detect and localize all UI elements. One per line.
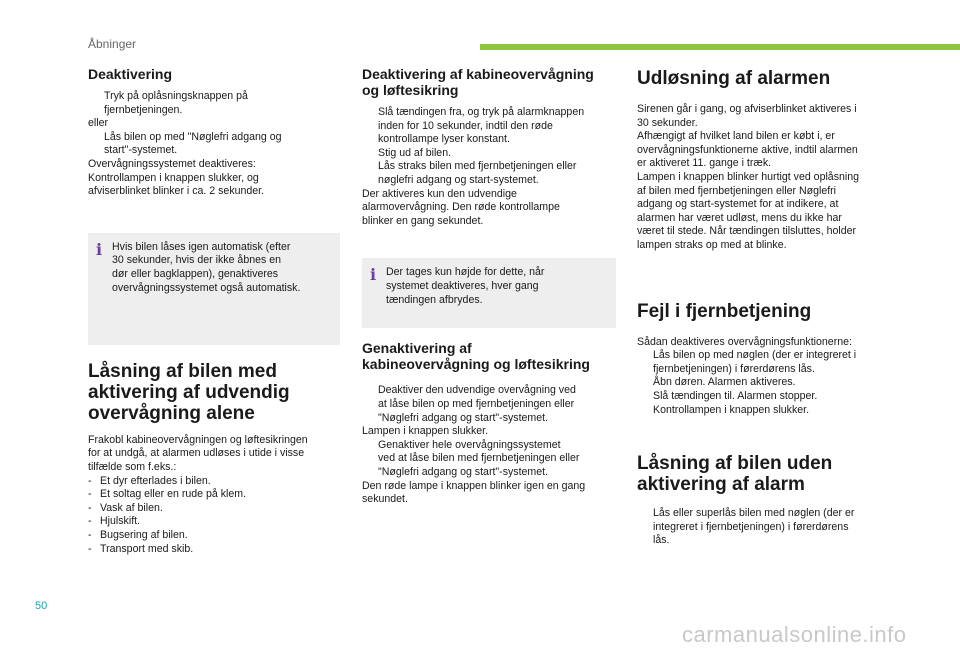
- text-block: [637, 507, 893, 548]
- heading-deaktivering: Deaktivering: [88, 66, 173, 82]
- column-left: [88, 66, 340, 556]
- column-right: [637, 66, 893, 548]
- info-box: i Der tages kun højde for dette, når systemet deaktiveres, hver gang tændingen afbrydes.: [362, 258, 616, 328]
- heading-udloesning: Udløsning af alarmen: [637, 68, 831, 89]
- bullet-item: Lås bilen op med nøglen (der er integreret i fjernbetjeningen) i førerdørens lås.: [653, 349, 857, 375]
- bullet-item: Deaktiver den udvendige overvågning ved at låse bilen op med fjernbetjeningen eller "Nøglefri adgang og start"-systemet.: [378, 384, 576, 424]
- text-block: Sådan deaktiveres overvågningsfunktionerne: Lås bilen op med nøglen (der er integreret i fjernbetjeningen) i førerdørens lås. Åbn døren. Alarmen aktiveres. Slå tændingen til. Alarmen stopper. Kontrollampen i knappen slukker.: [637, 336, 893, 418]
- heading-genaktivering: Genaktivering af kabineovervågning og løftesikring: [362, 340, 590, 373]
- info-box: i Hvis bilen låses igen automatisk (efter 30 sekunder, hvis der ikke åbnes en dør eller bagklappen), genaktiveres overvågningssystemet også automatisk.: [88, 233, 340, 345]
- watermark: carmanualsonline.info: [682, 622, 907, 647]
- list-item: - Transport med skib.: [88, 542, 194, 555]
- list-item: - Et soltag eller en rude på klem.: [88, 488, 247, 501]
- bullet-item: Lås straks bilen med fjernbetjeningen eller nøglefri adgang og start-systemet.: [378, 160, 577, 186]
- section-accent-bar: [480, 44, 960, 50]
- heading-fejl: Fejl i fjernbetjening: [637, 300, 812, 322]
- text-line: eller: [88, 117, 109, 130]
- list-item: - Et dyr efterlades i bilen.: [88, 474, 211, 487]
- bullet-item: Slå tændingen til. Alarmen stopper. Kontrollampen i knappen slukker.: [653, 389, 818, 416]
- bullet-item: Slå tændingen fra, og tryk på alarmknappen inden for 10 sekunder, indtil den røde kontrollampe lyser konstant.: [378, 106, 585, 146]
- bullet-item: Tryk på oplåsningsknappen på fjernbetjeningen.: [104, 90, 248, 116]
- page-number: 50: [35, 600, 48, 612]
- bullet-item: Lås eller superlås bilen med nøglen (der er integreret i fjernbetjeningen) i førerdørens lås.: [653, 507, 855, 547]
- text-block: Sirenen går i gang, og afviserblinket aktiveres i 30 sekunder. Afhængigt af hvilket land bilen er købt i, er overvågningsfunktionerne aktive, indtil alarmen er aktiveret 11. gange i træk. Lampen i knappen blinker hurtigt ved oplåsning af bilen med fjernbetjeningen eller Nøglefri adgang og start-systemet for at indikere, at alarmen har været udløst, mens du ikke har været til stede. Når tændingen tilsluttes, holder lampen straks op med at blinke.: [637, 103, 860, 251]
- bullet-item: Genaktiver hele overvågningssystemet ved at låse bilen med fjernbetjeningen eller "Nøglefri adgang og start"-systemet.: [378, 438, 580, 478]
- bullet-item: Lås bilen op med "Nøglefri adgang og start"-systemet.: [104, 130, 282, 157]
- column-middle: [362, 66, 616, 507]
- bullet-item: Stig ud af bilen.: [378, 146, 452, 159]
- heading-laasning-udvendig: Låsning af bilen med aktivering af udvendig overvågning alene: [88, 360, 290, 424]
- list-item: - Vask af bilen.: [88, 501, 163, 514]
- text-block: Slå tændingen fra, og tryk på alarmknappen inden for 10 sekunder, indtil den røde kontrollampe lyser konstant. Stig ud af bilen. Lås straks bilen med fjernbetjeningen eller nøglefri adgang og start-systemet. Der aktiveres kun den udvendige alarmovervågning. Den røde kontrollampe blinker en gang sekundet.: [362, 106, 616, 228]
- heading-uden-alarm: Låsning af bilen uden aktivering af alarm: [637, 453, 833, 496]
- list-item: - Hjulskift.: [88, 515, 141, 528]
- info-icon: i: [370, 265, 377, 285]
- heading-deaktivering-kabine: Deaktivering af kabineovervågning og løftesikring: [362, 66, 594, 98]
- list-item: - Bugsering af bilen.: [88, 528, 188, 541]
- text-block: Tryk på oplåsningsknappen på fjernbetjeningen. eller Lås bilen op med "Nøglefri adgang og start"-systemet. Overvågningssystemet deaktiveres: Kontrollampen i knappen slukker, og afviserblinket blinker i ca. 2 sekunder.: [88, 90, 340, 199]
- bullet-item: Åbn døren. Alarmen aktiveres.: [653, 376, 796, 389]
- section-label: Åbninger: [88, 37, 137, 51]
- info-icon: i: [96, 239, 103, 259]
- text-block: Deaktiver den udvendige overvågning ved at låse bilen op med fjernbetjeningen eller "Nøglefri adgang og start"-systemet. Lampen i knappen slukker. Genaktiver hele overvågningssystemet ved at låse bilen med fjernbetjeningen eller "Nøglefri adgang og start"-systemet. Den røde lampe i knappen blinker igen en gang sekundet.: [362, 384, 616, 506]
- text-block: Frakobl kabineovervågningen og løftesikringen for at undgå, at alarmen udløses i utide i visse tilfælde som f.eks.: - Et dyr efterlades i bilen. - Et soltag eller en rude på klem. - Vask af bilen. - Hjulskift. - Bugsering af bilen. - Transport med skib.: [88, 434, 340, 556]
